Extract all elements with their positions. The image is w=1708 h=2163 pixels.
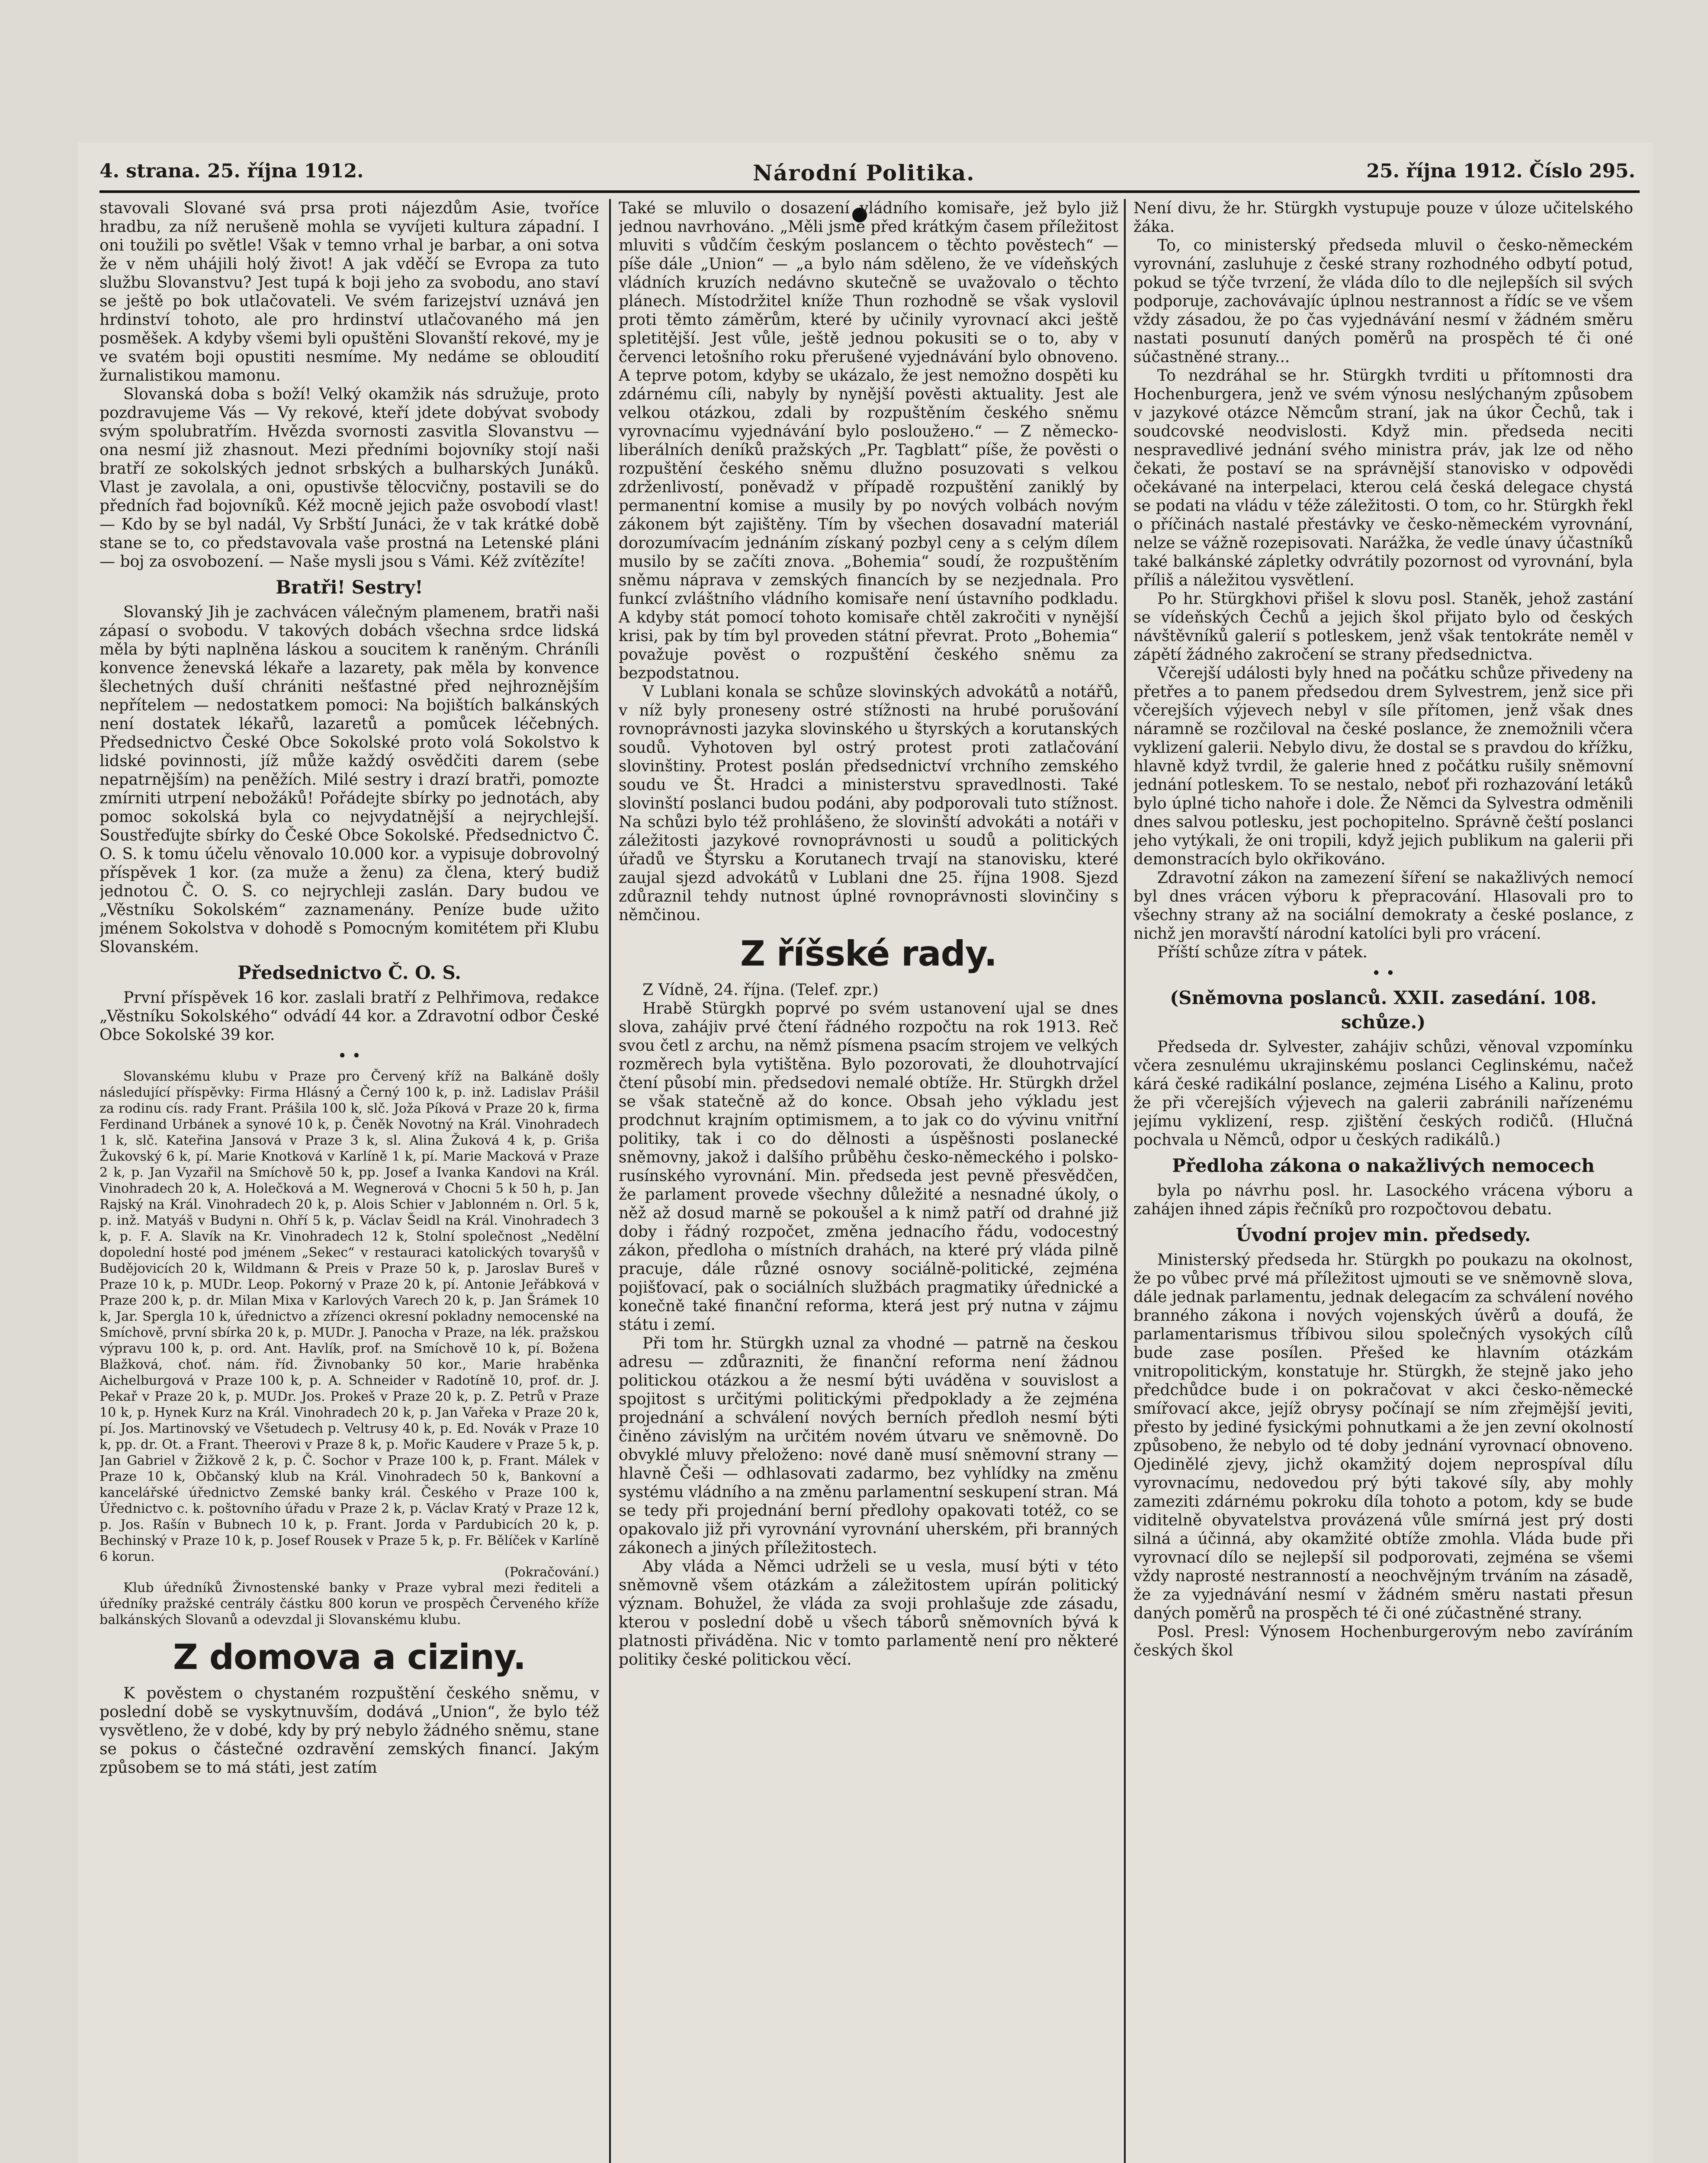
paragraph: V Lublani konala se schůze slovinských advokátů a notářů, v níž byly proneseny ostré stížnosti na hrubé porušování rovnoprávnosti jazyka slovinského u štyrských a korutanských soudů. Vyhotoven byl ostrý protest proti zatlačování slovinštiny. Protest poslán předsednictví vrchního zemského soudu ve Št. Hradci a ministerstvu spravedlnosti. Také slovinští poslanci budou podáni, aby podporovali tuto stížnost. Na schůzi bylo též prohlášeno, že slovinští advokáti a notáři v záležitosti jazykové rovnoprávnosti u soudů a politických úřadů ve Štyrsku a Korutanech trvají na stanovisku, které zaujal sjezd advokátů v Lublani dne 25. října 1908. Sjezd zdůraznil tehdy nutnost úplné rovnoprávnosti slovinčiny s němčinou. — [619, 683, 1118, 924]
section-heading: Bratři! Sestry! — [276, 577, 423, 598]
continued-note: (Pokračování.) — [504, 1565, 599, 1580]
paragraph: Slovanský Jih je zachvácen válečným plamenem, bratři naši zápasí o svobodu. V takových dobách všechna srdce lidská měla by býti naplněna láskou a soucitem k raněným. Chráníli konvence ženevská lékaře a lazarety, pak měla by konvence šlechetných duší chrániti nešťastné před nejhroznějším nepřítelem — nedostatkem pomoci: Na bojištích balkánských není dostatek lékařů, lazaretů a pomůcek léčebných. Předsednictvo České Obce Sokolské proto volá Sokolstvo k lidské povinnosti, jíž může každý osvědčiti darem (sebe nepatrnějším) na peněžích. Milé sestry i drazí bratři, pomozte zmírniti utrpení nebožáků! Pořádejte sbírky po jednotách, aby pomoc sokolská byla co nejvydatnější a nejrychlejší. Soustřeďujte sbírky do České Obce Sokolské. Předsednictvo Č. O. S. k tomu účelu věnovalo 10.000 kor. a vypisuje dobrovolný příspěvek 1 kor. (za muže a ženu) za člena, který budiž jednotou Č. O. S. co nejrychleji zaslán. Dary budou ve „Věstníku Sokolském“ zaznamenány. Peníze bude užito jménem Sokolstva v dohodě s Pomocným komitétem při Klubu Slovanském. — [100, 603, 599, 956]
paragraph: Hrabě Stürgkh poprvé po svém ustanovení ujal se dnes slova, zahájiv prvé čtení řádného rozpočtu na rok 1913. Reč svou četl z archu, na němž písmena psacím strojem ve velkých rozměrech byla vytištěna. Bylo pozorovati, že dlouhotrvající čtení působí min. předsedovi nemalé obtíže. Hr. Stürgkh držel se však statečně až do konce. Obsah jeho výkladu jest prodchnut krajním optimismem, a to jak co do vývinu vnitřní politiky, tak i co do dělnosti a úspěšnosti poslanecké sněmovny, jakož i dalšího průběhu česko-německého i polsko-rusínského vyrovnání. Min. předseda jest pevně přesvědčen, že parlament provede všechny důležité a nesnadné úkoly, o něž až dosud marně se pokoušel a k nimž patří od drahné již doby i řádný rozpočet, změna jednacího řádu, vodocestný zákon, předloha o místních drahách, na které prý vláda pilně pracuje, dále různé osnovy sociálně-politické, zejména pojišťovací, pak o sociálních službách pragmatiky úřednické a konečně také finanční reforma, která jest prý nutna v zájmu státu i zemí. — [619, 1000, 1118, 1334]
paragraph: Předseda dr. Sylvester, zahájiv schůzi, věnoval vzpomínku včera zesnulému ukrajinskému poslanci Ceglinskému, načež kárá české radikální poslance, zejména Lisého a Kalinu, proto že při včerejších výjevech na galerii zabránili nařízenému jejímu vyklizení, resp. zjištění českých rodičů. (Hlučná pochvala u Němců, odpor u českých radikálů.) — [1133, 1038, 1633, 1149]
section-heading: Předloha zákona o nakažlivých nemocech — [1172, 1155, 1595, 1176]
separator: • • — [1371, 965, 1395, 982]
paragraph: To nezdráhal se hr. Stürgkh tvrditi u přítomnosti dra Hochenburgera, jenž ve svém výnosu neslýchaným způsobem v jazykové otázce Němcům straní, jak na úkor Čechů, tak i soudcovské neodvislosti. Když min. předseda neciti nespravedlivé jednání svého ministra práv, jak lze od něho čekati, že postaví se na správnější stanovisko v odpovědi očekávané na interpelaci, kterou celá česká delegace chystá se podati na vládu v téže záležitosti. O tom, co hr. Stürgkh řekl o příčinách nastalé přestávky ve česko-německém vyrovnání, nelze se vážně rozepisovati. Narážka, že vedle únavy účastníků také balkánské zápletky odvrátily pozornost od vyrovnání, byla příliš a náležitou vysvětlení. — [1133, 367, 1633, 589]
header-left: 4. strana. 25. října 1912. — [100, 160, 364, 182]
separator: • • — [337, 1047, 361, 1065]
paragraph: K pověstem o chystaném rozpuštění českého sněmu, v poslední době se vyskytnuvším, dodává „Union“, že bylo též vysvětleno, že v dobé, kdy by prý nebylo žádného sněmu, stane se pokus o částečné ozdravění zemských financí. Jakým způsobem se to má státi, jest zatím — [100, 1685, 599, 1777]
column-rule — [1124, 199, 1126, 2163]
paragraph: Slovanská doba s boží! Velký okamžik nás sdružuje, proto pozdravujeme Vás — Vy rekové, kteří jdete dobývat svobody svým spolubratřím. Hvězda svornosti zasvitla Slovanstvu — ona nesmí již zhasnout. Mezi předními bojovníky stojí naši bratří ze sokolských jednot srbských a bulharských Junáků. Vlast je zavolala, a oni, opustivše tělocvičny, postavili se do předních řad bojovníků. Kéž mocně jejich paže osvobodí vlast! — Kdo by se byl nadál, Vy Srbští Junáci, že v tak krátké době stane se to, co představovala vaše prostná na Letenské pláni — boj za osvobození. — Naše mysli jsou s Vámi. Kéž zvítězíte! — [100, 385, 599, 571]
paragraph: stavovali Slované svá prsa proti nájezdům Asie, tvoříce hradbu, za níž nerušeně mohla se vyvíjeti kultura západní. I oni toužili po světle! Však v temno vrhal je barbar, a oni sotva že v něm uhájili holý život! A jak vděčí se Evropa za tuto službu Slovanstvu? Jest tupá k boji jeho za svobodu, ano staví se ještě po bok utlačovateli. Ve svém farizejství uznává jen hrdinství tohoto, ale pro hrdinství utlačovaného má jen posměšek. A kdyby všemi byli opuštěni Slovanští rekové, my je ve svatém boji opustiti nesmíme. My nedáme se obloudití žurnalistikou mamonu. — [100, 199, 599, 385]
paragraph: Po hr. Stürgkhovi přišel k slovu posl. Staněk, jehož zastání se vídeňských Čechů a jejich škol přijato bylo od českých návštěvníků galerií s potleskem, jenž však tentokráte neměl v zápětí žádného zakročení se strany předsednictva. — [1133, 590, 1633, 664]
section-heading: Úvodní projev min. předsedy. — [1236, 1224, 1531, 1245]
paragraph: byla po návrhu posl. hr. Lasockého vrácena výboru a zahájen ihned zápis řečníků pro rozpočtovou debatu. — [1133, 1182, 1633, 1218]
paragraph: První příspěvek 16 kor. zaslali bratří z Pelhřimova, redakce „Věstníku Sokolského“ odvádí 44 kor. a Zdravotní odbor České Obce Sokolské 39 kor. — [100, 989, 599, 1044]
header-rule — [100, 190, 1640, 193]
section-title: Z říšské rady. — [740, 934, 997, 974]
session-heading: (Sněmovna poslanců. XXII. zasedání. 108. schůze.) — [1170, 987, 1597, 1033]
paragraph: Klub úředníků Živnostenské banky v Praze vybral mezi řediteli a úředníky pražské centrály částku 800 korun ve prospěch Červeného kříže balkánských Slovanů a odevzdal ji Slovanskému klubu. — [100, 1580, 599, 1627]
newspaper-page — [78, 143, 1653, 2163]
paragraph: Posl. Presl: Výnosem Hochenburgerovým nebo zavíráním českých škol — [1133, 1623, 1633, 1659]
page-header — [78, 160, 1653, 186]
column-rule — [609, 199, 611, 2163]
donor-list: Slovanskému klubu v Praze pro Červený kříž na Balkáně došly následující příspěvky: Firma Hlásný a Černý 100 k, p. inž. Ladislav Prášil za rodinu cís. rady Frant. Prášila 100 k, slč. Joža Píková v Praze 20 k, firma Ferdinand Urbánek a synové 10 k, p. Čeněk Novotný na Král. Vinohradech 1 k, slč. Kateřina Jansová v Praze 3 k, sl. Alina Žuková 4 k, p. Griša Žukovský 6 k, pí. Marie Knotková v Karlíně 1 k, pí. Marie Macková v Praze 2 k, p. Jan Vyzařil na Smíchově 50 k, pp. Josef a Ivanka Kandovi na Král. Vinohradech 20 k, A. Holečková a M. Wegnerová v Chocni 5 k 50 h, p. Jan Rajský na Král. Vinohradech 20 k, p. Alois Schier v Jablonném n. Orl. 5 k, p. inž. Matyáš v Budyni n. Ohří 5 k, p. Václav Šeidl na Král. Vinohradech 3 k, p. F. A. Slavík na Kr. Vinohradech 12 k, Stolní společnost „Nedělní dopolední hosté pod jménem „Sekec“ v restauraci katolických tovaryšů v Budějovicích 20 k, Wildmann & Preis v Praze 50 k, p. Jaroslav Bureš v Praze 10 k, p. MUDr. Leop. Pokorný v Praze 20 k, pí. Antonie Jeřábková v Praze 200 k, p. dr. Milan Mixa v Karlových Varech 20 k, p. Jan Šrámek 10 k, Jar. Spergla 10 k, úřednictvo a zřízenci okresní pokladny nemocenské na Smíchově, první sbírka 20 k, p. MUDr. J. Panocha v Praze, na lék. pražskou výpravu 100 k, p. ord. Ant. Havlík, prof. na Smíchově 10 k, pí. Božena Blažková, choť. nám. říd. Živnobanky 50 kor., Marie hraběnka Aichelburgová v Praze 100 k, p. A. Schneider v Radotíně 10, prof. dr. J. Pekař v Praze 20 k, p. MUDr. Jos. Prokeš v Praze 20 k, p. Z. Petrů v Praze 10 k, p. Hynek Kurz na Král. Vinohradech 20 k, p. Jan Vařeka v Praze 20 k, pí. Jos. Martinovský ve Všetudech p. Veltrusy 40 k, p. Ed. Novák v Praze 10 k, pp. dr. Ot. a Frant. Theerovi v Praze 8 k, p. Mořic Kaudere v Praze 5 k, p. Jan Gabriel v Žižkově 2 k, p. Č. Sochor v Praze 100 k, p. Frant. Málek v Praze 10 k, Občanský klub na Král. Vinohradech 50 k, Bankovní a kancelářské úřednictvo Zemské banky král. Českého v Praze 100 k, Úřednictvo c. k. poštovního úřadu v Praze 2 k, p. Václav Kratý v Praze 12 k, p. Jos. Rašín v Bubnech 10 k, p. Frant. Jorda v Pardubicích 20 k, p. Bechinský v Praze 10 k, p. Josef Rousek v Praze 5 k, p. Fr. Bělíček v Karlíně 6 korun. — [100, 1069, 599, 1564]
dateline: Z Vídně, 24. října. (Telef. zpr.) — [642, 981, 879, 999]
paragraph: Včerejší události byly hned na počátku schůze přivedeny na přetřes a to panem předsedou drem Sylvestrem, jenž sice při včerejších výjevech nebyl v síle přítomen, jenž však dnes náramně se rozčiloval na české poslance, že znemožnili včera vyklizení galerii. Nebylo divu, že dostal se s pravdou do křížku, hlavně když tvrdil, že galerie hned z počátku rušily sněmovní jednání potleskem. To se nestalo, neboť při rozhazování letáků bylo úplné ticho nahoře i dole. Že Němci da Sylvestra odměnili dnes salvou potlesku, jest pochopitelno. Správně čeští poslanci jeho vytýkali, že oni tropili, když jejich publikum na galerii při demonstracích bylo okřikováno. — [1133, 664, 1633, 868]
column-1 — [100, 199, 599, 2163]
paragraph: Není divu, že hr. Stürgkh vystupuje pouze v úloze učitelského žáka. — [1133, 199, 1633, 236]
paragraph: Zdravotní zákon na zamezení šíření se nakažlivých nemocí byl dnes vrácen výboru k přepracování. Hlasovali pro to všechny strany až na sociální demokraty a české poslance, z nichž jen moravští národní katolíci byli pro vrácení. — [1133, 869, 1633, 943]
masthead: Národní Politika. — [753, 160, 975, 186]
signature: Předsednictvo Č. O. S. — [238, 962, 461, 983]
column-2 — [619, 199, 1118, 2163]
paragraph: Při tom hr. Stürgkh uznal za vhodné — patrně na českou adresu — zdůrazniti, že finanční reforma není žádnou politickou otázkou a že nesmí býti uváděna v souvislost a spojitost s určitými politickými předpoklady a že zejména projednání a schválení nových berních předloh nesmí býti činěno závislým na určitém novém útvaru ve sněmovně. Do obvyklé mluvy přeloženo: nové daně musí sněmovní strany — hlavně Češi — odhlasovati zadarmo, bez vyhlídky na změnu systému vládního a na změnu parlamentní seskupení stran. Má se tedy při projednání berní předlohy opakovati totéž, co se opakovalo již při vyrovnání vyrovnání uherském, při branných zákonech a jiných příležitostech. — [619, 1335, 1118, 1557]
header-right: 25. října 1912. Číslo 295. — [1366, 160, 1635, 182]
paragraph: Příští schůze zítra v pátek. — [1157, 944, 1368, 961]
paragraph: Také se mluvilo o dosazení vládního komisaře, jež bylo již jednou navrhováno. „Měli jsme před krátkým časem příležitost mluviti s vůdčím českým poslancem o těchto pověstech“ — píše dále „Union“ — „a bylo nám sděleno, že ve vídeňských vládních kruzích nedávno skutečně se uvažovalo o těchto plánech. Místodržitel knížе Thun rozhodně se však vyslovil proti těmto záměrům, které by učinily vyrovnací akci ještě spletitější. Jest vůle, ještě jednou pokusiti se o to, aby v červenci letošního roku přerušené vyjednávání bylo obnoveno. A teprve potom, kdyby se ukázalo, že jest nemožno dospěti ku zdárnému cíli, nabyly by nynější pověsti aktuality. Jest ale velkou otázkou, zdali by rozpuštěním českého sněmu vyrovnacímu vyjednávání bylo posloužено.“ — Z německo-liberálních deníků pražských „Pr. Tagblatt“ píše, že pověsti o rozpuštění českého sněmu dlužno posuzovati s velkou zdrženlivostí, poněvadž v případě rozpuštění zaniklý by permanentní komise a musily by po nových volbách novým zákonem být zajištěny. Tím by všechen dosavadní materiál dorozumívacím jednáním získaný pozbyl ceny a s celým dílem musilo by se začíti znova. „Bohemia“ soudí, že rozpuštěním sněmu náprava v zemských financích by se nezjednala. Pro funkcí zvláštního vládního komisaře není ústavního podkladu. A kdyby stát pomocí tohoto komisaře chtěl zakročiti v nynější krisi, pak by tím byl proveden státní převrat. Proto „Bohemia“ považuje pověst o rozpuštění českého sněmu za bezpodstatnou. — [619, 199, 1118, 682]
paragraph: Ministerský předseda hr. Stürgkh po poukazu na okolnost, že po vůbec prvé má příležitost ujmouti se ve sněmovně slova, dále jednak parlamentu, jednak delegacím za schválení nového branného zákona i nových vojenských úvěrů a doufá, že parlamentarismus tříbivou silou společných vysokých cílů bude zase posílen. Přešed ke hlavním otázkám vnitropolitickým, konstatuje hr. Stürgkh, že stejně jako jeho předchůdce bude i on pokračovat v akci česko-německé smířovací akce, jejíž obrysy počínají se ním zřejmější jeviti, přesto by jediné fysickými pohnutkami a že jen zevní okolností způsobeno, že nebylo od té doby jednání vyrovnací obnoveno. Ojedinělé zjevy, jichž okamžitý dojem neprospíval dílu vyrovnacímu, nedovedou prý býti takové síly, aby mohly zameziti zdárnému pokroku díla tohoto a potom, kdy se bude viditelně obyvatelstva provázená vůle smírná jest prý dosti silná a účinná, aby okamžité obtíže zmohla. Vláda bude při vyrovnací dílo se nejlepší sil podporovati, zejména se všemi vždy naprosté nestranností a neochvějným trváním na zásadě, že za vyjednávání nesmí v žádném směru nastati přesun daných poměrů na prospěch té či oné zúčastněné strany. — [1133, 1251, 1633, 1622]
paragraph: Aby vláda a Němci udrželi se u vesla, musí býti v této sněmovně všem otázkám a záležitostem upírán politický význam. Bohužel, že vláda za svoji prohlašuje zde zásadu, kterou v poslední době u všech táborů sněmovních bývá k platnosti přiváděna. Nic v tomto parlamentě není pro některé politiky české politickou věcí. — [619, 1558, 1118, 1669]
paragraph: To, co ministerský předseda mluvil o česko-německém vyrovnání, zasluhuje z české strany rozhodného odbytí potud, pokud se týče tvrzení, že vláda dílo to dle nejlepších sil svých podporuje, zachovávajíc úplnou nestrannost a řídíc se ve všem vždy zásadou, že po čas vyjednávání nesmí v žádném směru nastati posunutí daných poměrů na prospěch té či oné súčastněné strany... — [1133, 237, 1633, 366]
column-3 — [1133, 199, 1633, 2163]
section-title: Z domova a ciziny. — [173, 1637, 526, 1677]
